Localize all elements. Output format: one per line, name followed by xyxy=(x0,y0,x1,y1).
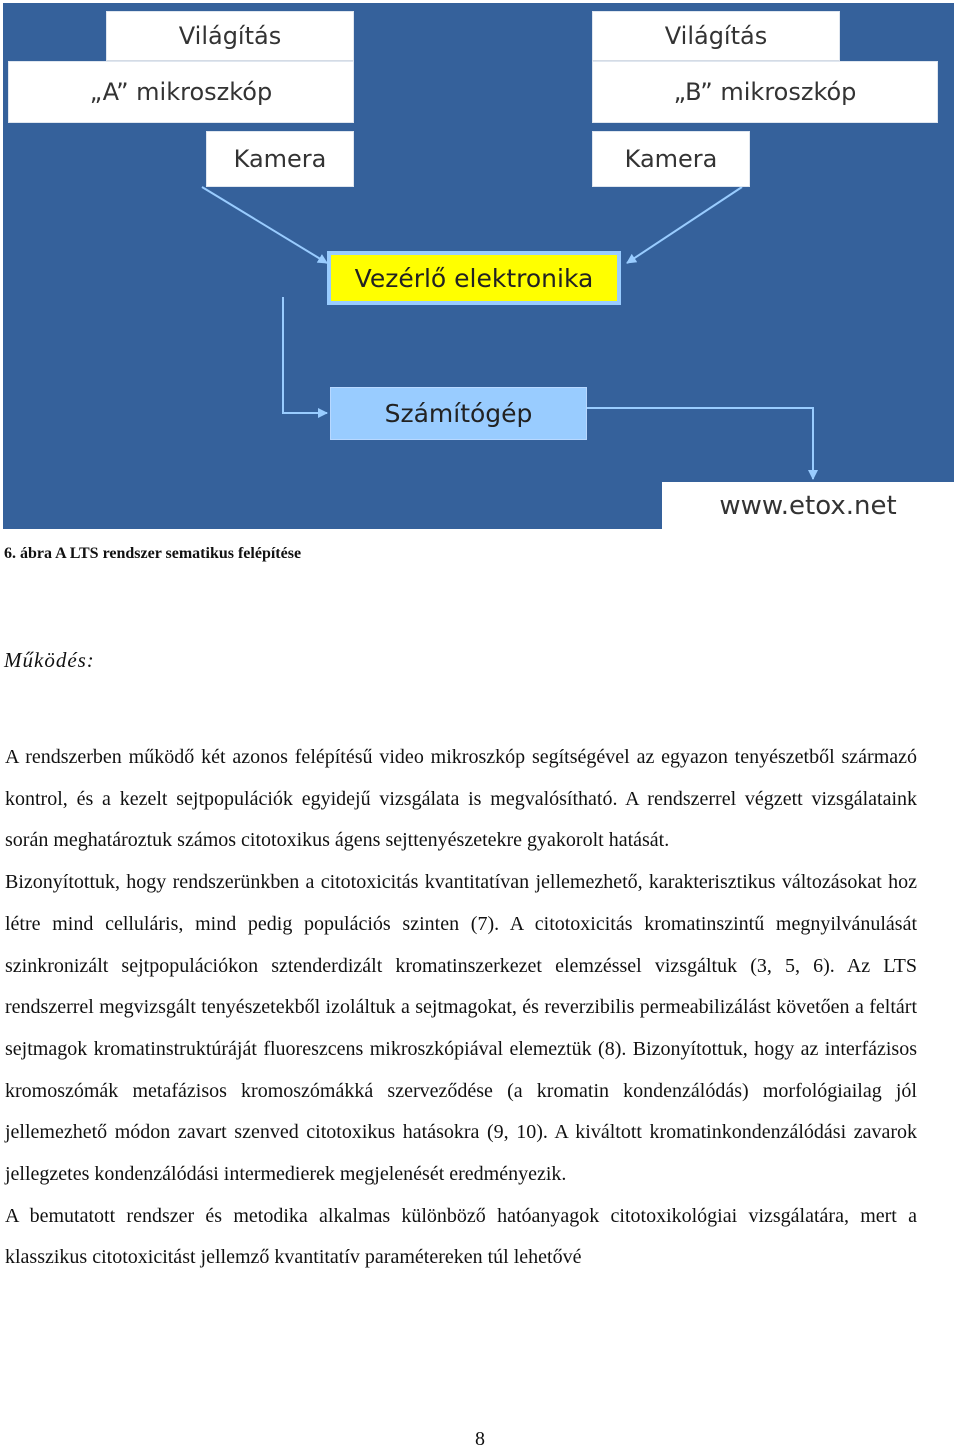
figure-caption: 6. ábra A LTS rendszer sematikus felépítése xyxy=(4,545,302,562)
lighting-a-label: Világítás xyxy=(106,11,354,61)
paragraph: A rendszerben működő két azonos felépítésű video mikroszkóp segítségével az egyazon tenyészetből származó kontrol, és a kezelt sejtpopulációk egyidejű vizsgálata is megvalósítható. A rendszerrel végzett vizsgálataink során meghatároztuk számos citotoxikus ágens sejttenyészetekre gyakorolt hatását. xyxy=(5,746,917,852)
paragraph: A bemutatott rendszer és metodika alkalmas különböző hatóanyagok citotoxikológiai vizsgálatára, mert a klasszikus citotoxicitást jellemző kvantitatív paramétereken túl lehetővé xyxy=(5,1204,917,1269)
page-number: 8 xyxy=(475,1428,485,1450)
arrow-camera-a-to-controller xyxy=(202,187,327,263)
arrow-camera-b-to-controller xyxy=(627,187,742,263)
camera-a-label: Kamera xyxy=(206,131,354,187)
paragraph: Bizonyítottuk, hogy rendszerünkben a citotoxicitás kvantitatívan jellemezhető, karakterisztikus változásokat hoz létre mind celluláris, mind pedig populációs szinten (7). A citotoxicitás kromatinszintű megnyilvánulását szinkronizált sejtpopulációkon sztenderdizált kromatinszerkezet elemzéssel vizsgáltuk (3, 5, 6). Az LTS rendszerrel megvizsgált tenyészetekből izoláltuk a sejtmagokat, és reverzibilis permeabilizálást követően a feltárt sejtmagok kromatinstruktúráját fluoreszcens mikroszkópiával elemeztük (8). Bizonyítottuk, hogy az interfázisos kromoszómák metafázisos kromoszómákká szerveződése (a kromatin kondenzálódás) morfológiailag jól jellemezhető módon zavart szenved citotoxikus hatásokra (9, 10). A kiváltott kromatinkondenzálódási zavarok jellegzetes kondenzálódási intermedierek megjelenését eredményezik. xyxy=(5,871,917,1186)
camera-b-label: Kamera xyxy=(592,131,750,187)
arrow-computer-to-etox xyxy=(587,408,813,479)
microscope-b-label: „B” mikroszkóp xyxy=(592,61,938,123)
etox-watermark: www.etox.net xyxy=(662,482,954,529)
body-text xyxy=(5,737,917,1279)
lts-system-diagram xyxy=(3,3,954,529)
computer-box: Számítógép xyxy=(330,387,587,440)
section-heading: Működés: xyxy=(4,648,95,672)
arrow-left-loop-to-computer xyxy=(283,297,327,413)
lighting-b-label: Világítás xyxy=(592,11,840,61)
controller-electronics-box: Vezérlő elektronika xyxy=(327,251,621,305)
microscope-a-label: „A” mikroszkóp xyxy=(8,61,354,123)
